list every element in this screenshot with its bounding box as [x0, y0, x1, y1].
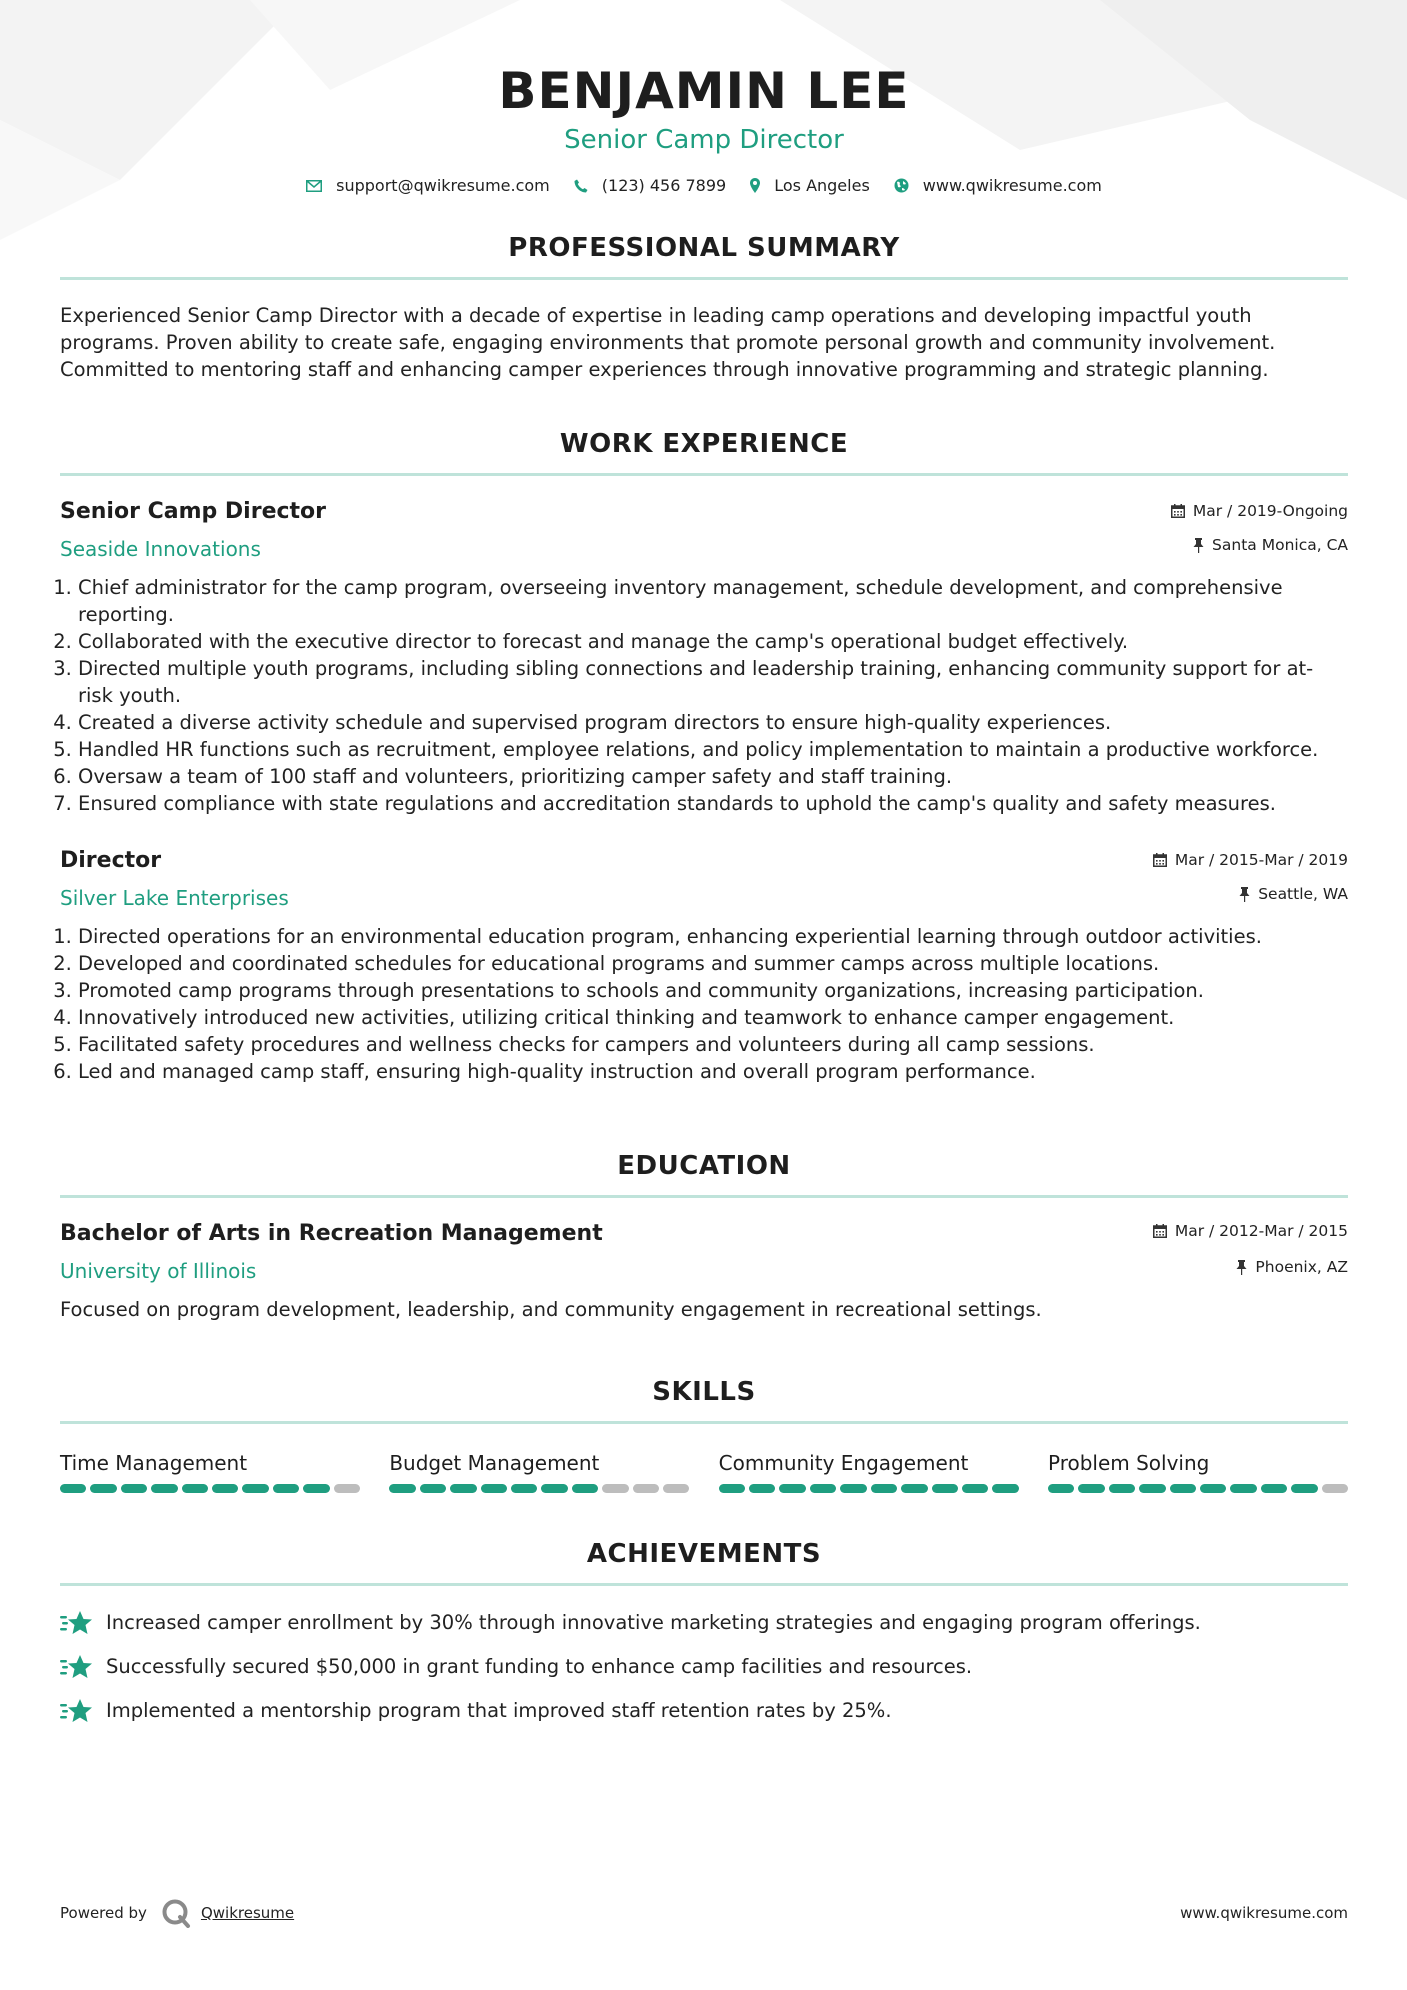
skill-item — [719, 1450, 1019, 1493]
education-dates — [1153, 1222, 1348, 1240]
skill-dot — [992, 1484, 1018, 1493]
job-entry — [60, 498, 1348, 817]
list-item: 4. Created a diverse activity schedule and supervised program directors to ensure high-quality experiences. — [78, 709, 1348, 736]
education-heading: EDUCATION — [617, 1151, 791, 1181]
skill-item — [1048, 1450, 1348, 1493]
job-responsibilities — [60, 923, 1348, 1085]
list-item: 7. Ensured compliance with state regulations and accreditation standards to uphold the camp's quality and safety measures. — [78, 790, 1348, 817]
list-item: 6. Oversaw a team of 100 staff and volunteers, prioritizing camper safety and staff training. — [78, 763, 1348, 790]
star-icon — [60, 1698, 94, 1724]
summary-divider — [60, 277, 1348, 280]
skill-dot — [182, 1484, 208, 1493]
pushpin-icon — [1193, 538, 1204, 553]
powered-by-label: Powered by — [60, 1904, 147, 1922]
list-item: 2. Developed and coordinated schedules for educational programs and summer camps across multiple locations. — [78, 950, 1348, 977]
skill-dot — [1170, 1484, 1196, 1493]
footer-website[interactable]: www.qwikresume.com — [1180, 1904, 1348, 1922]
skill-name: Budget Management — [389, 1451, 600, 1475]
skill-dot — [90, 1484, 116, 1493]
list-item: 1. Directed operations for an environmental education program, enhancing experiential learning through outdoor activities. — [78, 923, 1348, 950]
education-entry — [60, 1220, 1348, 1323]
skills-heading: SKILLS — [652, 1377, 756, 1407]
summary-text: Experienced Senior Camp Director with a decade of expertise in leading camp operations and developing impactful youth programs. Proven ability to create safe, engaging environments that promote personal growth and community involvement. Committed to mentoring staff and enhancing camper experiences through innovative programming and strategic planning. — [60, 304, 1276, 381]
contact-bar — [60, 176, 1348, 195]
skill-dot — [901, 1484, 927, 1493]
job-dates-text: Mar / 2015-Mar / 2019 — [1174, 851, 1348, 869]
skill-dot — [242, 1484, 268, 1493]
job-title: Director — [60, 848, 162, 873]
star-icon — [60, 1610, 94, 1636]
list-item: 2. Collaborated with the executive director to forecast and manage the camp's operational budget effectively. — [78, 628, 1348, 655]
skill-rating — [389, 1484, 689, 1493]
skill-dot — [1261, 1484, 1287, 1493]
globe-icon — [894, 178, 909, 193]
skill-dot — [1048, 1484, 1074, 1493]
skill-dot — [60, 1484, 86, 1493]
contact-email-text: support@qwikresume.com — [336, 176, 550, 195]
experience-section — [60, 427, 1348, 1085]
skill-dot — [121, 1484, 147, 1493]
envelope-icon — [306, 180, 322, 192]
achievements-list — [60, 1610, 1348, 1724]
phone-icon — [574, 179, 588, 193]
achievements-heading: ACHIEVEMENTS — [586, 1539, 822, 1569]
skill-rating — [719, 1484, 1019, 1493]
pushpin-icon — [1239, 887, 1250, 902]
skill-dot — [151, 1484, 177, 1493]
list-item — [60, 1698, 1348, 1724]
contact-phone[interactable] — [574, 176, 726, 195]
job-dates — [1153, 851, 1348, 869]
job-company: Silver Lake Enterprises — [60, 886, 289, 910]
education-location — [1236, 1258, 1348, 1276]
education-location-text: Phoenix, AZ — [1255, 1258, 1348, 1276]
experience-heading: WORK EXPERIENCE — [559, 429, 849, 459]
job-title: Senior Camp Director — [60, 499, 327, 524]
education-divider — [60, 1195, 1348, 1198]
education-description: Focused on program development, leadership, and community engagement in recreational settings. — [60, 1298, 1042, 1321]
skill-dot — [1322, 1484, 1348, 1493]
skill-dot — [1230, 1484, 1256, 1493]
resume-page — [60, 0, 1348, 1742]
achievements-section — [60, 1537, 1348, 1724]
skill-dot — [303, 1484, 329, 1493]
skill-dot — [602, 1484, 628, 1493]
contact-location-text: Los Angeles — [774, 176, 870, 195]
list-item: 6. Led and managed camp staff, ensuring high-quality instruction and overall program performance. — [78, 1058, 1348, 1085]
skill-dot — [749, 1484, 775, 1493]
skill-dot — [779, 1484, 805, 1493]
job-entry — [60, 847, 1348, 1085]
skill-dot — [334, 1484, 360, 1493]
skill-item — [60, 1450, 360, 1493]
achievements-divider — [60, 1583, 1348, 1586]
list-item: 5. Handled HR functions such as recruitment, employee relations, and policy implementation to maintain a productive workforce. — [78, 736, 1348, 763]
candidate-name: BENJAMIN LEE — [498, 62, 910, 120]
map-pin-icon — [750, 178, 760, 193]
job-dates-text: Mar / 2019-Ongoing — [1192, 502, 1348, 520]
qwikresume-logo-icon — [161, 1898, 191, 1928]
contact-website[interactable] — [894, 176, 1102, 195]
achievement-text: Implemented a mentorship program that improved staff retention rates by 25%. — [106, 1699, 892, 1722]
skill-dot — [481, 1484, 507, 1493]
contact-location — [750, 176, 870, 195]
skill-name: Problem Solving — [1047, 1451, 1210, 1475]
list-item — [60, 1610, 1348, 1636]
skill-dot — [389, 1484, 415, 1493]
star-icon — [60, 1654, 94, 1680]
skill-dot — [572, 1484, 598, 1493]
skill-dot — [840, 1484, 866, 1493]
achievement-text: Increased camper enrollment by 30% through innovative marketing strategies and engaging program offerings. — [106, 1611, 1201, 1634]
summary-section — [60, 231, 1348, 383]
skill-dot — [420, 1484, 446, 1493]
calendar-icon — [1171, 504, 1185, 518]
skill-dot — [633, 1484, 659, 1493]
skill-dot — [1109, 1484, 1135, 1493]
calendar-icon — [1153, 853, 1167, 867]
education-section — [60, 1149, 1348, 1323]
skill-dot — [719, 1484, 745, 1493]
list-item: 1. Chief administrator for the camp program, overseeing inventory management, schedule development, and comprehensive reporting. — [78, 574, 1348, 628]
skill-name: Community Engagement — [718, 1451, 969, 1475]
skill-dot — [1139, 1484, 1165, 1493]
list-item — [60, 1654, 1348, 1680]
education-school: University of Illinois — [60, 1259, 257, 1283]
skills-list — [60, 1450, 1348, 1493]
skill-dot — [541, 1484, 567, 1493]
list-item: 4. Innovatively introduced new activities, utilizing critical thinking and teamwork to enhance camper engagement. — [78, 1004, 1348, 1031]
contact-phone-text: (123) 456 7899 — [601, 176, 727, 195]
skill-dot — [511, 1484, 537, 1493]
contact-website-text: www.qwikresume.com — [922, 176, 1102, 195]
skill-item — [389, 1450, 689, 1493]
skill-dot — [663, 1484, 689, 1493]
list-item: 3. Promoted camp programs through presentations to schools and community organizations, increasing participation. — [78, 977, 1348, 1004]
skill-rating — [60, 1484, 360, 1493]
job-location — [1239, 885, 1348, 903]
education-dates-text: Mar / 2012-Mar / 2015 — [1174, 1222, 1348, 1240]
job-location — [1193, 536, 1348, 554]
job-location-text: Santa Monica, CA — [1212, 536, 1348, 554]
skill-dot — [871, 1484, 897, 1493]
education-degree: Bachelor of Arts in Recreation Management — [60, 1221, 603, 1246]
skill-dot — [810, 1484, 836, 1493]
contact-email[interactable] — [306, 176, 550, 195]
list-item: 3. Directed multiple youth programs, including sibling connections and leadership training, enhancing community support for at-risk youth. — [78, 655, 1348, 709]
page-footer — [60, 1898, 1348, 1928]
skill-dot — [1078, 1484, 1104, 1493]
experience-divider — [60, 473, 1348, 476]
qwikresume-link[interactable]: Qwikresume — [200, 1904, 295, 1922]
job-dates — [1171, 502, 1348, 520]
resume-header — [60, 0, 1348, 195]
summary-heading: PROFESSIONAL SUMMARY — [508, 233, 900, 263]
job-location-text: Seattle, WA — [1258, 885, 1348, 903]
skill-dot — [932, 1484, 958, 1493]
candidate-title: Senior Camp Director — [564, 125, 844, 155]
skill-dot — [1291, 1484, 1317, 1493]
skill-name: Time Management — [60, 1451, 248, 1475]
skill-dot — [1200, 1484, 1226, 1493]
job-company: Seaside Innovations — [60, 537, 261, 561]
skill-dot — [273, 1484, 299, 1493]
skill-rating — [1048, 1484, 1348, 1493]
job-responsibilities — [60, 574, 1348, 817]
skills-divider — [60, 1421, 1348, 1424]
achievement-text: Successfully secured $50,000 in grant funding to enhance camp facilities and resources. — [106, 1655, 973, 1678]
list-item: 5. Facilitated safety procedures and wellness checks for campers and volunteers during all camp sessions. — [78, 1031, 1348, 1058]
powered-by — [60, 1898, 294, 1928]
calendar-icon — [1153, 1224, 1167, 1238]
skill-dot — [962, 1484, 988, 1493]
pushpin-icon — [1236, 1260, 1247, 1275]
skill-dot — [212, 1484, 238, 1493]
skill-dot — [450, 1484, 476, 1493]
skills-section — [60, 1375, 1348, 1493]
